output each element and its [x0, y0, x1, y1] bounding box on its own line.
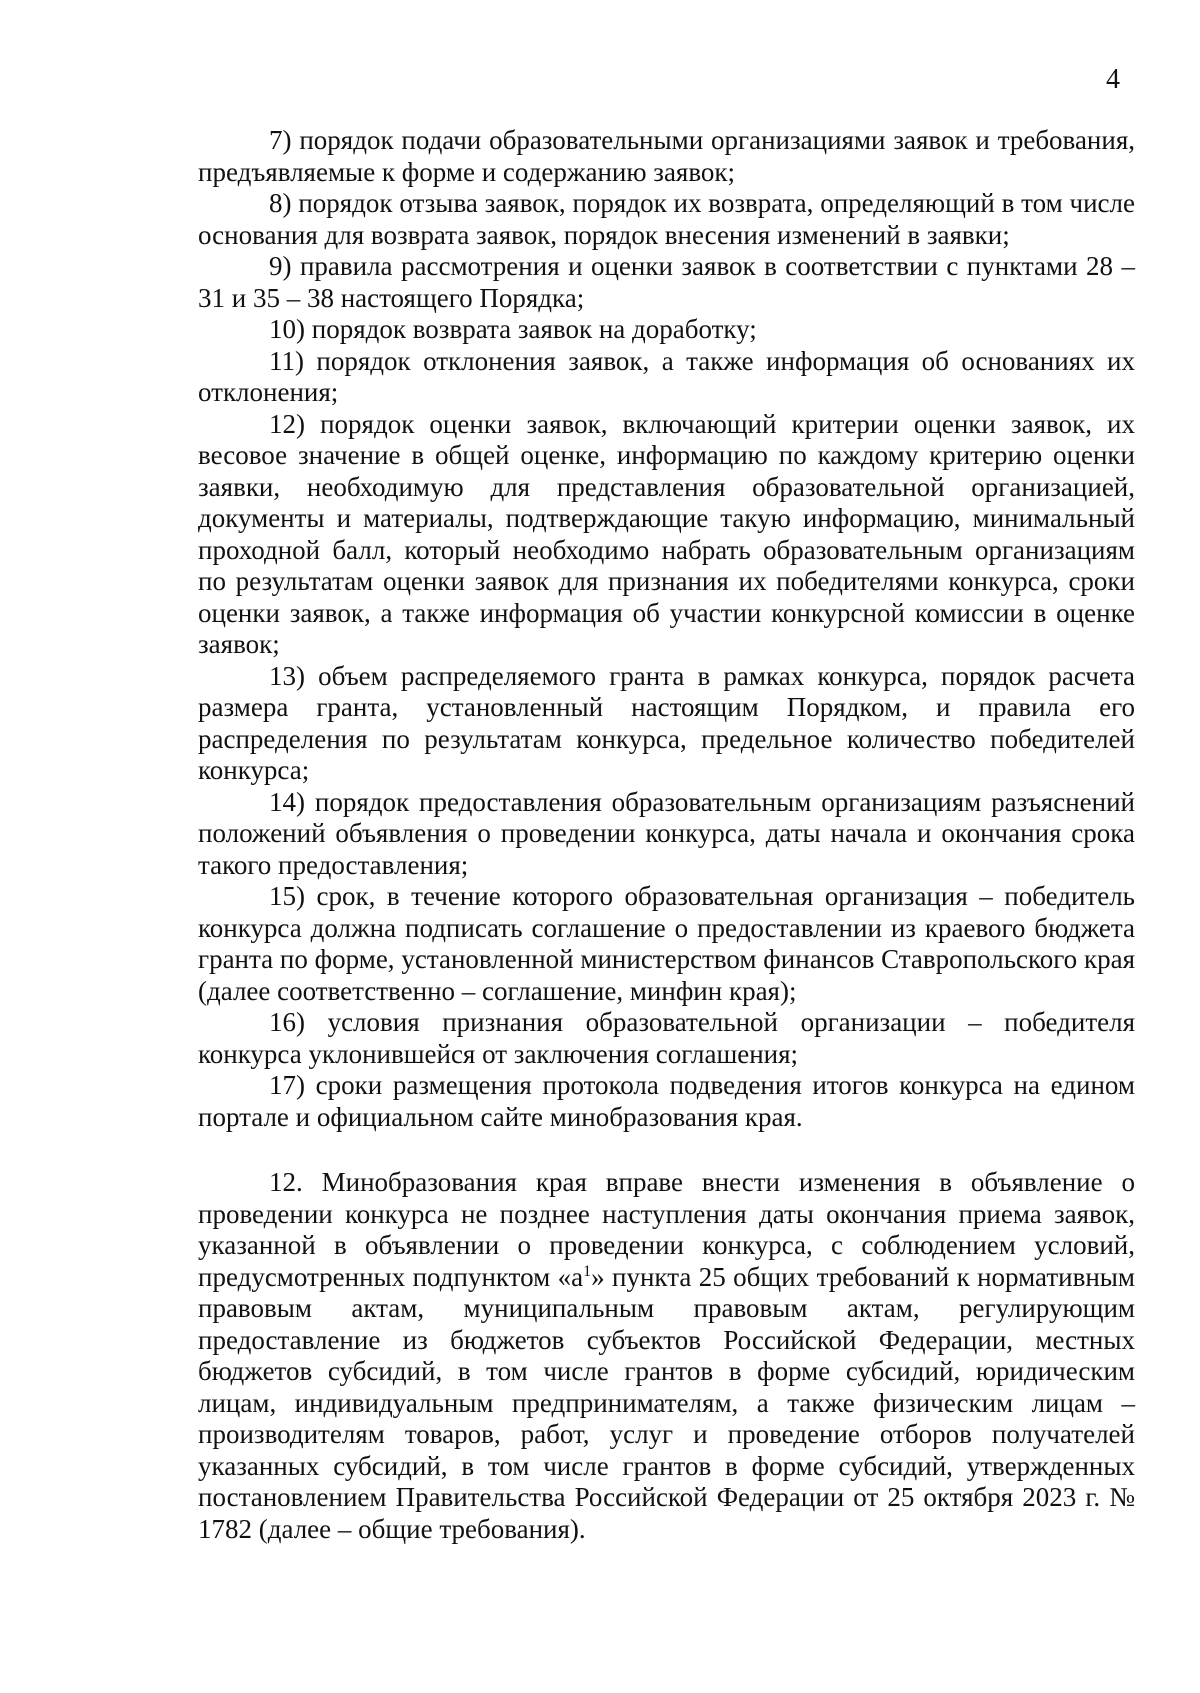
- list-item-11: 11) порядок отклонения заявок, а также информация об основаниях их отклонения;: [198, 345, 1135, 407]
- section-12-text-end: » пункта 25 общих требований к нормативным правовым актам, муниципальным правовым актам, регулирующим предоставление из бюджетов субъектов Российской Федерации, местных бюджетов субсидий, в том числе грантов в форме субсидий, юридическим лицам, индивидуальным предпринимателям, а также физическим лицам – производителям товаров, работ, услуг и проведение отборов получателей указанных субсидий, в том числе грантов в форме субсидий, утвержденных постановлением Правительства Российской Федерации от 25 октября 2023 г. № 1782 (далее – общие требования).: [198, 1261, 1136, 1544]
- page-number: 4: [1106, 64, 1120, 95]
- list-item-7: 7) порядок подачи образовательными организациями заявок и требования, предъявляемые к форме и содержанию заявок;: [198, 125, 1135, 187]
- list-item-17: 17) сроки размещения протокола подведения итогов конкурса на едином портале и официальном сайте минобразования края.: [198, 1070, 1135, 1132]
- list-item-12: 12) порядок оценки заявок, включающий критерии оценки заявок, их весовое значение в общей оценке, информацию по каждому критерию оценки заявки, необходимую для представления образовательной организацией, документы и материалы, подтверждающие такую информацию, минимальный проходной балл, который необходимо набрать образовательным организациям по результатам оценки заявок для признания их победителями конкурса, сроки оценки заявок, а также информация об участии конкурсной комиссии в оценке заявок;: [198, 408, 1135, 659]
- list-item-9: 9) правила рассмотрения и оценки заявок в соответствии с пунктами 28 – 31 и 35 – 38 настоящего Порядка;: [198, 251, 1135, 313]
- superscript-marker: 1: [583, 1262, 592, 1280]
- section-12-paragraph: [198, 1167, 1135, 1545]
- list-item-15: 15) срок, в течение которого образовательная организация – победитель конкурса должна подписать соглашение о предоставлении из краевого бюджета гранта по форме, установленной министерством финансов Ставропольского края (далее соответственно – соглашение, минфин края);: [198, 881, 1135, 1006]
- list-item-8: 8) порядок отзыва заявок, порядок их возврата, определяющий в том числе основания для возврата заявок, порядок внесения изменений в заявки;: [198, 188, 1135, 250]
- section-12-text-start: 12. Минобразования края вправе внести изменения в объявление о проведении конкурса не позднее наступления даты окончания приема заявок, указанной в объявлении о проведении конкурса, с соблюдением условий, предусмотренных подпунктом «а: [198, 1167, 1135, 1292]
- list-item-13: 13) объем распределяемого гранта в рамках конкурса, порядок расчета размера гранта, установленный настоящим Порядком, и правила его распределения по результатам конкурса, предельное количество победителей конкурса;: [198, 660, 1135, 785]
- list-item-16: 16) условия признания образовательной организации – победителя конкурса уклонившейся от заключения соглашения;: [198, 1007, 1135, 1069]
- document-body: [198, 125, 1135, 1545]
- list-item-10: 10) порядок возврата заявок на доработку;: [269, 314, 757, 344]
- list-item-14: 14) порядок предоставления образовательным организациям разъяснений положений объявления о проведении конкурса, даты начала и окончания срока такого предоставления;: [198, 786, 1135, 880]
